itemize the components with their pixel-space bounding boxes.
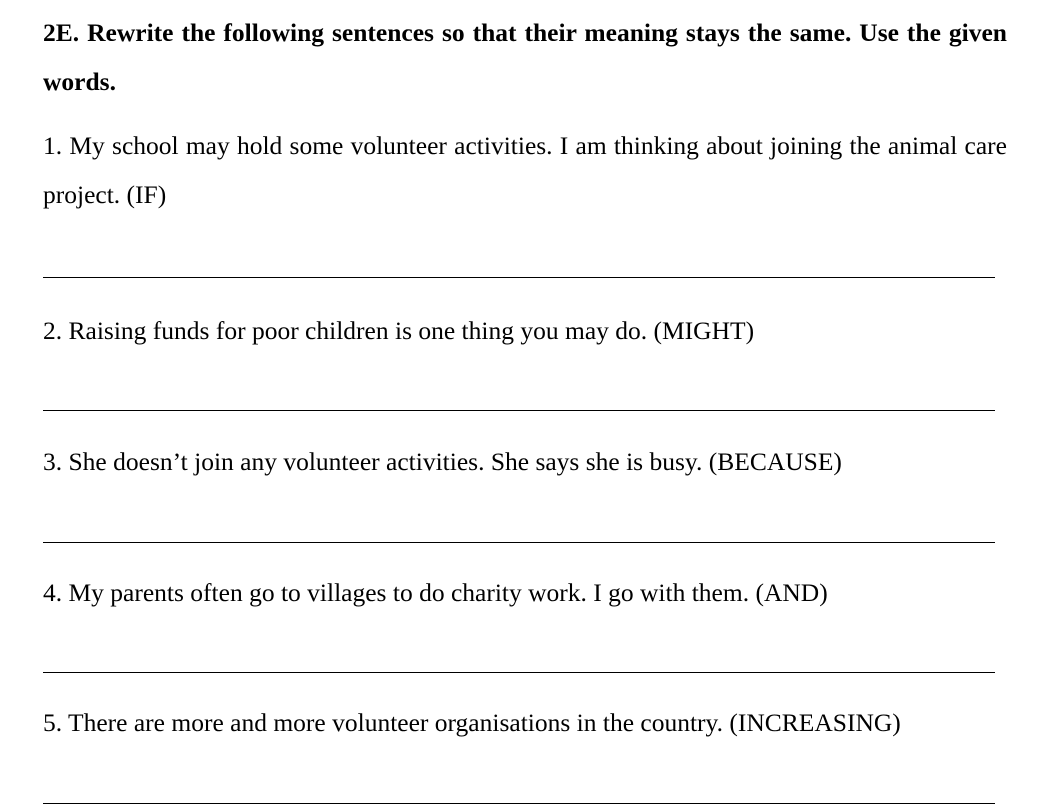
question-2: 2. Raising funds for poor children is one thing you may do. (MIGHT) (43, 316, 755, 345)
question-3: 3. She doesn’t join any volunteer activities. She says she is busy. (BECAUSE) (43, 447, 842, 476)
answer-line-3[interactable] (43, 542, 995, 543)
question-1: 1. My school may hold some volunteer activities. I am thinking about joining the animal care project. (IF) (43, 131, 1007, 209)
worksheet (43, 8, 1007, 804)
answer-line-4[interactable] (43, 672, 995, 673)
answer-line-1[interactable] (43, 277, 995, 278)
answer-line-2[interactable] (43, 410, 995, 411)
exercise-heading: 2E. Rewrite the following sentences so that their meaning stays the same. Use the given words. (43, 18, 1007, 96)
question-5: 5. There are more and more volunteer organisations in the country. (INCREASING) (43, 708, 901, 737)
answer-line-5[interactable] (43, 803, 995, 804)
question-4: 4. My parents often go to villages to do charity work. I go with them. (AND) (43, 578, 828, 607)
